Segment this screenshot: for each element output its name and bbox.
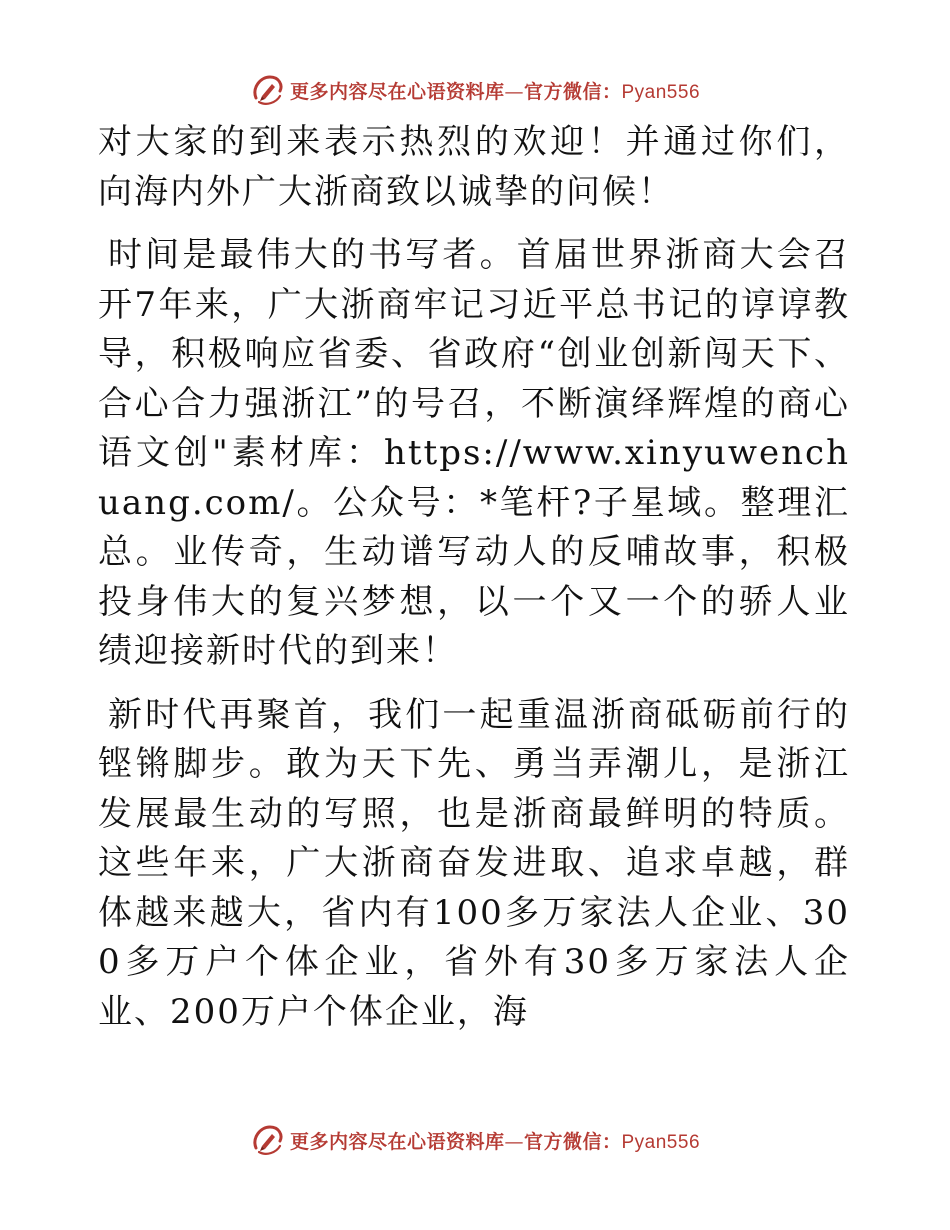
paragraph-2: 时间是最伟大的书写者。首届世界浙商大会召开7年来，广大浙商牢记习近平总书记的谆谆教导，积极响应省委、省政府“创业创新闯天下、合心合力强浙江”的号召，不断演绎辉煌的商心语文创"素材库：https://www.xinyuwenchuang.com/。公众号：*笔杆?子星域。整理汇总。业传奇，生动谱写动人的反哺故事，积极投身伟大的复兴梦想，以一个又一个的骄人业绩迎接新时代的到来！ [98, 235, 850, 671]
quill-swirl-logo-icon [250, 72, 286, 108]
header-watermark [0, 70, 950, 110]
watermark-separator: — [504, 1130, 524, 1153]
footer-watermark [0, 1120, 950, 1160]
quill-swirl-logo-icon [250, 1122, 286, 1158]
paragraph-3: 新时代再聚首，我们一起重温浙商砥砺前行的铿锵脚步。敢为天下先、勇当弄潮儿，是浙江发展最生动的写照，也是浙商最鲜明的特质。这些年来，广大浙商奋发进取、追求卓越，群体越来越大，省内有100多万家法人企业、300多万户个体企业，省外有30多万家法人企业、200万户个体企业，海 [98, 694, 850, 1032]
watermark-separator: — [504, 80, 524, 103]
document-body [98, 118, 850, 1051]
watermark-brand-text: 更多内容尽在心语资料库 [289, 1130, 505, 1153]
watermark-official-label: 官方微信： [523, 1130, 622, 1153]
watermark-wechat-id: Pyan556 [621, 81, 701, 103]
watermark-wechat-id: Pyan556 [621, 1131, 701, 1153]
watermark-brand-text: 更多内容尽在心语资料库 [289, 80, 505, 103]
paragraph-1: 对大家的到来表示热烈的欢迎！并通过你们，向海内外广大浙商致以诚挚的问候！ [98, 122, 850, 212]
watermark-official-label: 官方微信： [523, 80, 622, 103]
